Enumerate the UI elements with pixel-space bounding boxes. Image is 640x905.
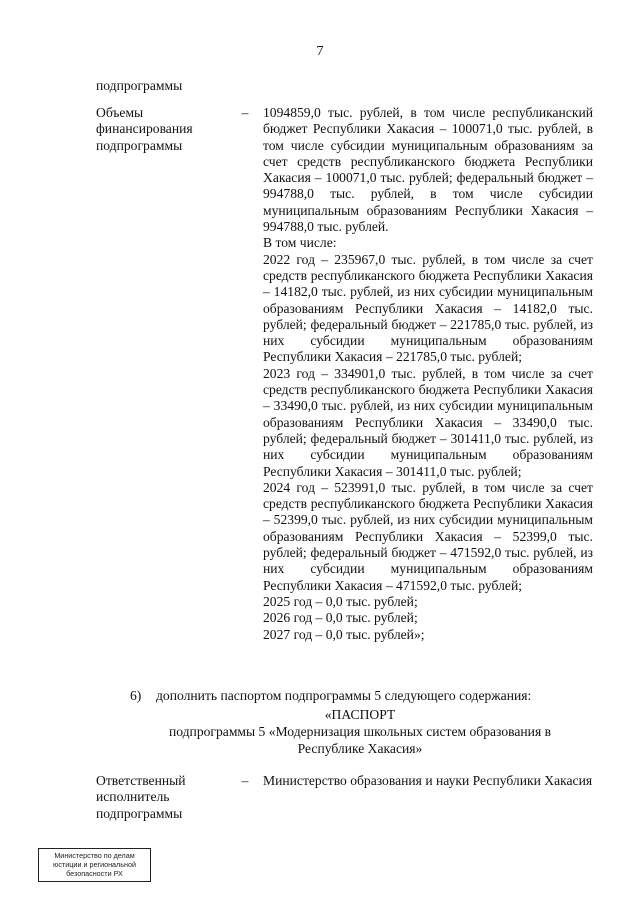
funding-year-2022: 2022 год – 235967,0 тыс. рублей, в том числе за счет средств республиканского бюджета Республики Хакасия – 14182,0 тыс. рублей, из них субсидии муниципальным образованиям Республики Хакасия – 14182,0 тыс. рублей; федеральный бюджет – 221785,0 тыс. рублей, из них субсидии муниципальным образованиям Республики Хакасия – 221785,0 тыс. рублей; bbox=[263, 251, 593, 365]
registration-stamp bbox=[38, 848, 151, 882]
passport-heading: «ПАСПОРТ bbox=[324, 707, 396, 722]
page-number: 7 bbox=[316, 44, 324, 59]
continuation-text: подпрограммы bbox=[96, 78, 183, 93]
responsible-label-line: исполнитель bbox=[96, 789, 170, 805]
funding-year-2027: 2027 год – 0,0 тыс. рублей»; bbox=[263, 626, 425, 642]
item-6-text: дополнить паспортом подпрограммы 5 следующего содержания: bbox=[156, 688, 532, 703]
responsible-label bbox=[96, 773, 236, 822]
funding-summary: 1094859,0 тыс. рублей, в том числе республиканский бюджет Республики Хакасия – 100071,0 тыс. рублей, в том числе субсидии муниципальным образованиям за счет средств республиканского бюджета Республики Хакасия – 100071,0 тыс. рублей; федеральный бюджет – 994788,0 тыс. рублей, в том числе субсидии муниципальным образованиям Республики Хакасия – 994788,0 тыс. рублей. bbox=[263, 105, 593, 235]
responsible-dash: – bbox=[241, 773, 249, 788]
stamp-line: безопасности РХ bbox=[66, 869, 123, 878]
responsible-value: Министерство образования и науки Республики Хакасия bbox=[263, 773, 593, 788]
funding-year-2025: 2025 год – 0,0 тыс. рублей; bbox=[263, 593, 418, 609]
funding-label bbox=[96, 105, 236, 154]
funding-label-line: Объемы bbox=[96, 105, 144, 120]
funding-label-line: финансирования bbox=[96, 121, 193, 137]
responsible-label-line: Ответственный bbox=[96, 773, 186, 788]
responsible-label-line: подпрограммы bbox=[96, 805, 183, 821]
item-6 bbox=[130, 688, 600, 704]
stamp-line: юстиции и региональной bbox=[53, 860, 136, 869]
funding-intro: В том числе: bbox=[263, 235, 337, 251]
funding-dash: – bbox=[241, 105, 249, 120]
funding-content bbox=[263, 105, 593, 643]
passport-title-line-2: Республике Хакасия» bbox=[297, 741, 423, 756]
funding-year-2026: 2026 год – 0,0 тыс. рублей; bbox=[263, 610, 418, 626]
stamp-line: Министерство по делам bbox=[54, 851, 135, 860]
passport-title-line-1: подпрограммы 5 «Модернизация школьных систем образования в bbox=[168, 724, 552, 739]
funding-year-2024: 2024 год – 523991,0 тыс. рублей, в том числе за счет средств республиканского бюджета Республики Хакасия – 52399,0 тыс. рублей, из них субсидии муниципальным образованиям Республики Хакасия – 52399,0 тыс. рублей; федеральный бюджет – 471592,0 тыс. рублей, из них субсидии муниципальным образованиям Республики Хакасия – 471592,0 тыс. рублей; bbox=[263, 479, 593, 593]
funding-label-line: подпрограммы bbox=[96, 137, 183, 153]
item-6-number: 6) bbox=[130, 688, 142, 703]
funding-year-2023: 2023 год – 334901,0 тыс. рублей, в том числе за счет средств республиканского бюджета Республики Хакасия – 33490,0 тыс. рублей, из них субсидии муниципальным образованиям Республики Хакасия – 33490,0 тыс. рублей; федеральный бюджет – 301411,0 тыс. рублей, из них субсидии муниципальным образованиям Республики Хакасия – 301411,0 тыс. рублей; bbox=[263, 365, 593, 479]
